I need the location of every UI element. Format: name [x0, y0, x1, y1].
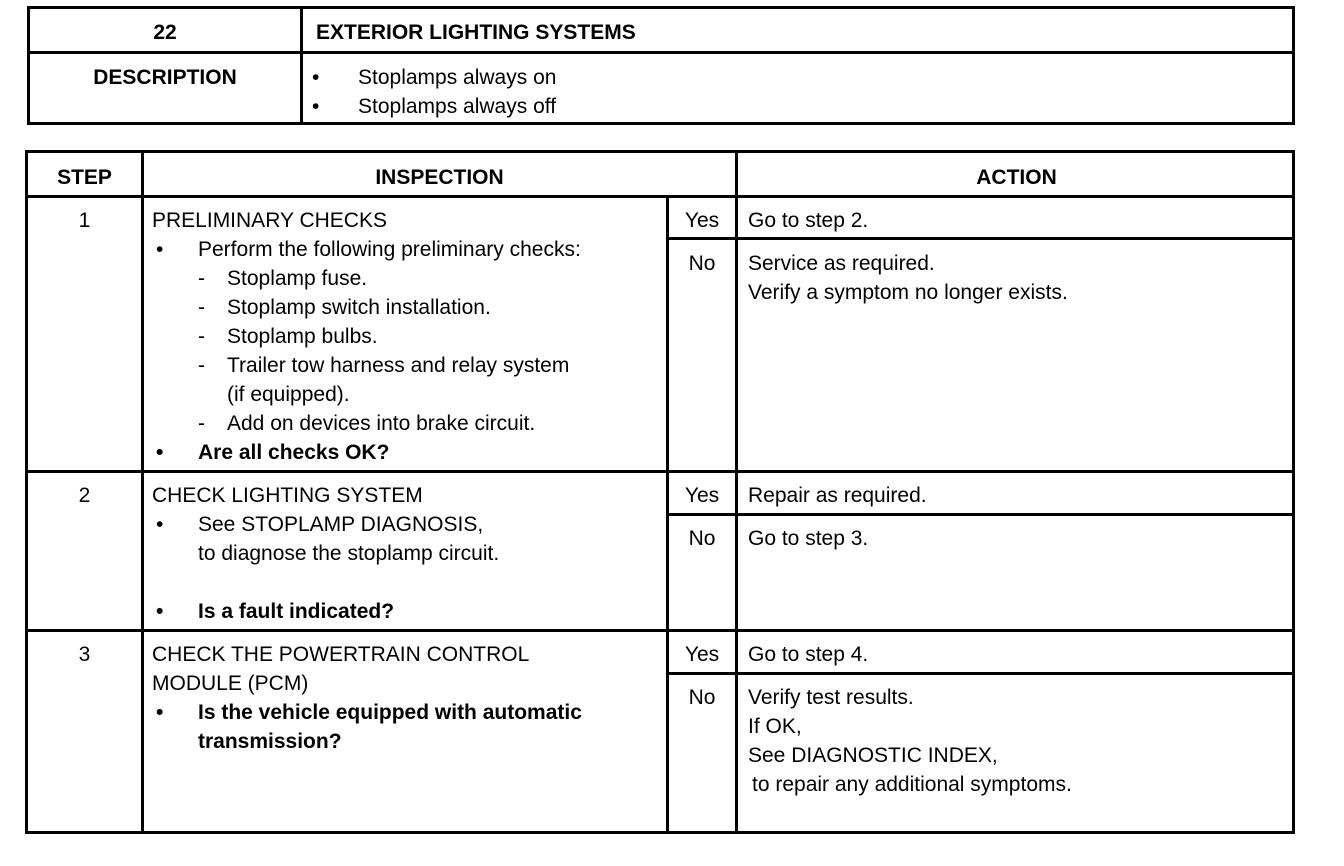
step-title: PRELIMINARY CHECKS: [152, 209, 387, 232]
column-divider: [141, 153, 144, 831]
check-item: - Stoplamp fuse.: [198, 267, 368, 290]
section-header-table: [27, 6, 1295, 125]
inspection-question: • Is a fault indicated?: [152, 597, 672, 626]
column-divider: [300, 9, 303, 122]
description-list: [312, 63, 556, 121]
inspection-bullet-continued: to diagnose the stoplamp circuit.: [198, 542, 500, 565]
column-header-inspection: INSPECTION: [375, 166, 504, 189]
step-title-continued: MODULE (PCM): [152, 672, 309, 695]
bullet-icon: •: [156, 441, 164, 464]
row-divider: [666, 672, 1292, 675]
yes-action: Go to step 4.: [748, 643, 869, 666]
step-1-inspection: [152, 206, 672, 467]
inspection-question: • Are all checks OK?: [152, 438, 672, 467]
row-divider: [28, 195, 1292, 198]
description-label: DESCRIPTION: [93, 66, 237, 89]
no-action: Go to step 3.: [748, 527, 869, 550]
column-header-action: ACTION: [976, 166, 1057, 189]
row-divider: [666, 237, 1292, 240]
row-divider: [28, 629, 1292, 632]
no-label: No: [688, 527, 716, 550]
column-header-step: STEP: [57, 166, 112, 189]
check-item: - Trailer tow harness and relay system: [198, 354, 570, 377]
inspection-question-continued: transmission?: [198, 730, 342, 753]
step-number: 1: [78, 209, 91, 232]
inspection-bullet: • See STOPLAMP DIAGNOSIS,: [152, 510, 672, 539]
no-action: Service as required. Verify a symptom no longer exists.: [748, 252, 1068, 304]
diagnostic-table: [25, 150, 1295, 834]
column-divider: [735, 153, 738, 831]
step-number: 2: [78, 484, 91, 507]
yes-action: Go to step 2.: [748, 209, 869, 232]
section-number: 22: [153, 21, 177, 44]
step-title: CHECK LIGHTING SYSTEM: [152, 484, 423, 507]
check-item: - Add on devices into brake circuit.: [198, 412, 536, 435]
inspection-question: • Is the vehicle equipped with automatic: [152, 698, 672, 727]
bullet-icon: •: [156, 513, 164, 536]
section-title: EXTERIOR LIGHTING SYSTEMS: [316, 21, 636, 44]
row-divider: [666, 513, 1292, 516]
bullet-icon: •: [156, 238, 164, 261]
no-label: No: [688, 686, 716, 709]
yes-label: Yes: [684, 643, 720, 666]
description-item: • Stoplamps always on: [312, 63, 556, 92]
bullet-icon: •: [156, 701, 164, 724]
step-title: CHECK THE POWERTRAIN CONTROL: [152, 643, 530, 666]
bullet-icon: •: [312, 95, 320, 118]
yes-label: Yes: [684, 209, 720, 232]
step-3-inspection: [152, 640, 672, 756]
bullet-icon: •: [156, 600, 164, 623]
inspection-bullet: • Perform the following preliminary checks:: [152, 235, 672, 264]
yes-label: Yes: [684, 484, 720, 507]
no-action: Verify test results. If OK, See DIAGNOSTIC INDEX, to repair any additional symptoms.: [748, 686, 1072, 796]
check-item: - Stoplamp bulbs.: [198, 325, 378, 348]
step-number: 3: [78, 643, 91, 666]
step-2-inspection: [152, 481, 672, 626]
description-item: • Stoplamps always off: [312, 92, 556, 121]
yes-action: Repair as required.: [748, 484, 927, 507]
row-divider: [30, 51, 1292, 54]
bullet-icon: •: [312, 66, 320, 89]
check-item-continued: (if equipped).: [227, 383, 350, 406]
check-item: - Stoplamp switch installation.: [198, 296, 491, 319]
row-divider: [28, 470, 1292, 473]
no-label: No: [688, 252, 716, 275]
